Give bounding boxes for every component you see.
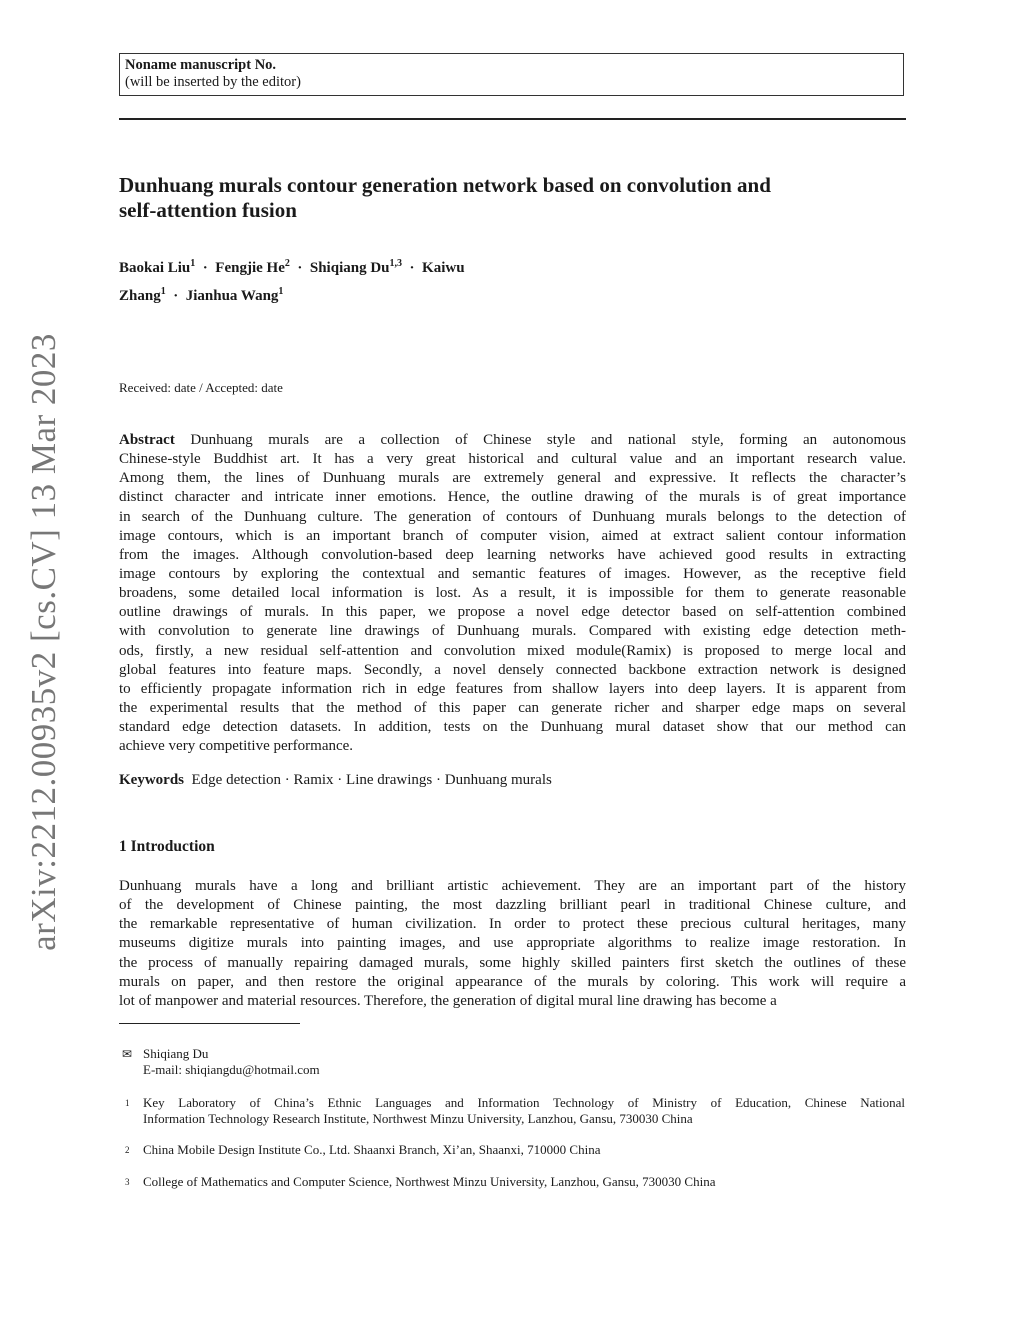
author-name: Shiqiang Du — [309, 260, 390, 276]
title-line: self-attention fusion — [119, 198, 297, 222]
affiliation-text: College of Mathematics and Computer Science, Northwest Minzu University, Lanzhou, Gansu, 730030 China — [143, 1174, 716, 1189]
affiliation-footnote — [119, 1095, 905, 1127]
keywords-label: Keywords — [119, 772, 184, 788]
text-line — [119, 431, 906, 450]
abstract-label: Abstract — [119, 432, 175, 448]
text-line: image contours by exploring the contextual and semantic features of images. However, as the receptive field — [119, 565, 906, 582]
text-line: with convolution to generate line drawings of Dunhuang murals. Compared with existing edge detection meth- — [119, 623, 906, 640]
author-name: Fengjie He — [215, 260, 285, 276]
footnote-mark: 2 — [125, 1145, 130, 1155]
affiliation-footnote — [119, 1174, 715, 1190]
corresponding-name: Shiqiang Du — [143, 1046, 209, 1061]
text-line: image contours, which is an important branch of computer vision, aimed at extract salient contour information — [119, 527, 906, 544]
text-line: Chinese-style Buddhist art. It has a very great historical and cultural value and an important research value. — [119, 451, 906, 468]
text-line: broadens, some detailed local information is lost. As a result, it is impossible for them to generate reasonable — [119, 585, 906, 602]
text-line: in search of the Dunhuang culture. The generation of contours of Dunhuang murals belongs to the detection of — [119, 508, 906, 525]
text-line: the process of manually repairing damaged murals, some highly skilled painters first sketch the outlines of these — [119, 954, 906, 971]
section-number: 1 — [119, 838, 127, 855]
text-line: outline drawings of murals. In this paper, we propose a novel edge detector based on self-attention combined — [119, 604, 906, 621]
author-name: Jianhua Wang — [185, 288, 279, 304]
text-line: Dunhuang murals have a long and brilliant artistic achievement. They are an important part of the history — [119, 878, 906, 894]
author-list: Baokai Liu$^1$ · Fengjie He$^2$ · Shiqiang Du$^{1,3}$ · Kaiwu Zhang$^1$ · Jianhua Wang$^1$ — [119, 258, 465, 304]
section-title: Introduction — [130, 838, 215, 855]
footnote-mark: 1 — [125, 1098, 130, 1108]
manuscript-number: Noname manuscript No. — [125, 57, 277, 73]
footnote-mark: 3 — [125, 1177, 130, 1187]
text-line: ods, firstly, a new residual self-attention and convolution mixed module(Ramix) is proposed to merge local and — [119, 642, 906, 659]
author-name: Baokai Liu — [119, 260, 191, 276]
author-affiliation: 1,3 — [389, 258, 403, 269]
editor-note: (will be inserted by the editor) — [125, 74, 301, 90]
text-line: distinct character and intricate inner emotions. Hence, the outline drawing of the murals is of great importance — [119, 489, 906, 506]
text-line: the experimental results that the method of this paper can generate richer and sharper edge maps on several — [119, 699, 906, 716]
affiliation-footnote — [119, 1142, 600, 1158]
text-line: global features into feature maps. Secondly, a novel densely connected backbone extraction network is designed — [119, 661, 906, 678]
corresponding-author — [119, 1046, 320, 1078]
manuscript-box — [119, 53, 904, 96]
keywords-text: Edge detection · Ramix · Line drawings · Dunhuang murals — [191, 772, 552, 788]
arxiv-identifier: arXiv:2212.00935v2 [cs.CV] 13 Mar 2023 — [24, 333, 63, 951]
affiliation-text: China Mobile Design Institute Co., Ltd. Shaanxi Branch, Xi’an, Shaanxi, 710000 China — [143, 1142, 601, 1157]
section-heading — [119, 838, 215, 856]
text-line: the remarkable representative of human civilization. In order to protect these precious cultural heritages, many — [119, 916, 906, 933]
affiliation-text: Information Technology Research Institute, Northwest Minzu University, Lanzhou, Gansu, 730030 China — [143, 1111, 693, 1126]
title-line: Dunhuang murals contour generation network based on convolution and — [119, 173, 771, 197]
keywords — [119, 772, 552, 789]
corresponding-email[interactable]: E-mail: shiqiangdu@hotmail.com — [143, 1062, 320, 1077]
text-line: Among them, the lines of Dunhuang murals are extremely general and expressive. It reflects the character’s — [119, 470, 906, 487]
abstract-text: Dunhuang murals are a collection of Chinese style and national style, forming an autonomous — [190, 432, 906, 448]
envelope-icon: ✉ — [122, 1047, 133, 1061]
abstract — [119, 431, 906, 756]
author-name-cont: Zhang — [119, 288, 161, 304]
text-line: murals on paper, and then restore the original appearance of the murals by coloring. This work will require a — [119, 973, 906, 990]
text-line: of the development of Chinese painting, the most dazzling brilliant pearl in traditional Chinese culture, and — [119, 897, 906, 914]
header-rule — [119, 118, 906, 120]
text-line: to efficiently propagate information rich in edge features from shallow layers into deep layers. It is apparent from — [119, 680, 906, 697]
introduction-body — [119, 877, 906, 1011]
text-line: from the images. Although convolution-based deep learning networks have achieved good results in extracting — [119, 546, 906, 563]
text-line: standard edge detection datasets. In addition, tests on the Dunhuang mural dataset show that our method can — [119, 719, 906, 736]
received-date: Received: date / Accepted: date — [119, 380, 283, 395]
author-affiliation: 2 — [284, 258, 290, 269]
affiliation-text: Key Laboratory of China’s Ethnic Languages and Information Technology of Ministry of Education, Chinese National — [143, 1095, 905, 1110]
author-name: Kaiwu — [422, 260, 465, 276]
author-affiliation: 1 — [190, 258, 196, 269]
text-line: museums digitize murals into painting images, and use appropriate algorithms to realize image restoration. In — [119, 935, 906, 952]
footnote-rule — [119, 1023, 300, 1024]
paper-title — [119, 173, 909, 223]
author-affiliation: 1 — [160, 286, 166, 297]
text-line: achieve very competitive performance. — [119, 738, 354, 755]
author-affiliation: 1 — [278, 286, 284, 297]
text-line: lot of manpower and material resources. Therefore, the generation of digital mural line drawing has become a — [119, 992, 777, 1009]
